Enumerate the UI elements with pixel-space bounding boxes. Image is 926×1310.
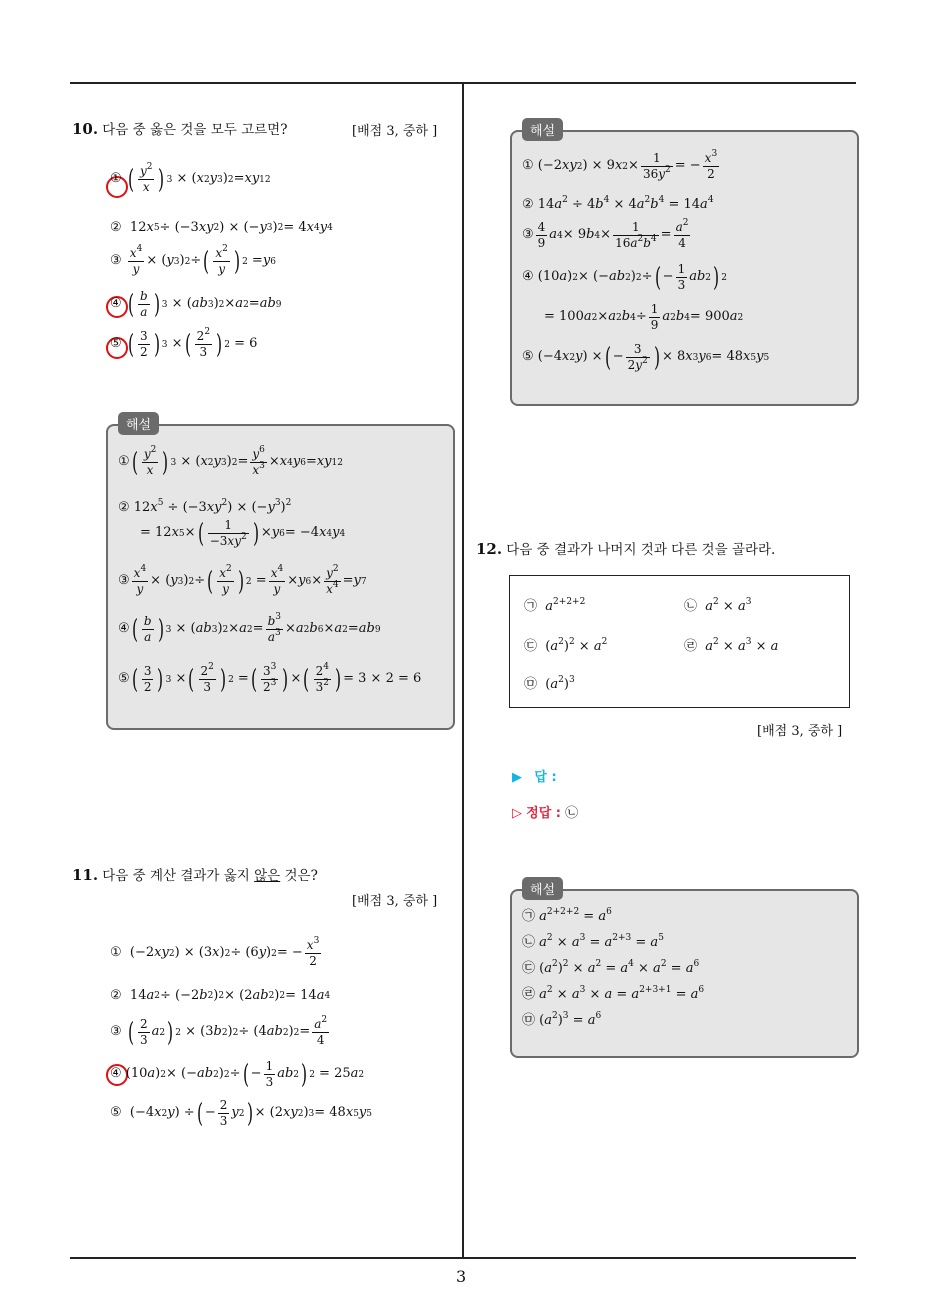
q12-points: [배점 3, 중하 ] bbox=[757, 724, 843, 739]
q11-header bbox=[72, 864, 318, 884]
q10-number: 10. bbox=[72, 120, 99, 138]
q12-header bbox=[476, 538, 775, 558]
q12-choice-4[interactable]: ㉣ $a^2 \times a^3 \times a$ bbox=[684, 637, 779, 654]
q11-sol-5: ⑤ (−4 x 2 y ) × ( − $\frac{3}{2y^2}$ ) × 8 x 3 y 6 = 48 x 5 y 5 bbox=[522, 342, 770, 373]
q12-correct-row bbox=[512, 802, 578, 822]
q10-sol-5: ⑤ ( $\frac{3}{2}$ ) 3 × ( $\frac{2^2}{3}$ ) 2 = ( $\frac{3^3}{2^3}$ ) × ( $\frac{2^4}{3^2}$ ) = 3 × 2 = 6 bbox=[118, 662, 422, 695]
q11-explanation-tag: 해설 bbox=[522, 118, 563, 141]
choice-mark: ㉠ bbox=[524, 599, 538, 614]
option-mark: ④ bbox=[110, 296, 122, 312]
correct-arrow-icon: ▷ bbox=[512, 806, 522, 821]
q12-number: 12. bbox=[476, 540, 503, 558]
q12-text: 다음 중 결과가 나머지 것과 다른 것을 골라라. bbox=[506, 542, 776, 558]
q12-choice-5[interactable]: ㉤ $(a^2)^3$ bbox=[524, 675, 575, 692]
column-divider bbox=[462, 84, 464, 1258]
q11-sol-4a: ④ (10 a ) 2 × (− ab 2 ) 2 ÷ ( − $\frac{1}{3}$ ab 2 ) 2 bbox=[522, 262, 727, 293]
q11-option-3[interactable]: ③ ( $\frac{2}{3}$ a 2 ) 2 × (3 b 2 ) 2 ÷ (4 ab 2 ) 2 = $\frac{a^2}{4}$ bbox=[110, 1015, 328, 1048]
q11-sol-1: ① (−2 xy 2 ) × 9 x 2 × $\frac{1}{36y^2}$ = − $\frac{x^3}{2}$ bbox=[522, 149, 718, 181]
q10-points: [배점 3, 중하 ] bbox=[352, 124, 438, 139]
page-number: 3 bbox=[456, 1267, 467, 1286]
q12-sol-2: ㉡ $a^2 \times a^3 = a^{2+3} = a^5$ bbox=[522, 933, 664, 950]
answer-label: 답 : bbox=[534, 770, 557, 785]
q12-sol-3: ㉢ $(a^2)^2 \times a^2 = a^4 \times a^2 = a^6$ bbox=[522, 959, 700, 976]
answer-arrow-icon: ▶ bbox=[512, 770, 522, 785]
q11-sol-2: ② $14a^2 \div 4b^4 \times 4a^2b^4 = 14a^4$ bbox=[522, 195, 714, 212]
bottom-rule bbox=[70, 1257, 856, 1259]
option-mark: ④ bbox=[110, 1066, 122, 1082]
choice-mark: ㉢ bbox=[524, 639, 538, 654]
choice-mark: ㉡ bbox=[684, 599, 698, 614]
q11-option-5[interactable]: ⑤ (−4 x 2 y ) ÷ ( − $\frac{2}{3}$ y 2 ) × (2 xy 2 ) 3 = 48 x 5 y 5 bbox=[110, 1098, 373, 1129]
q12-choice-3[interactable]: ㉢ $(a^2)^2 \times a^2$ bbox=[524, 637, 608, 654]
q10-option-3[interactable]: ③ $\frac{x^4}{y}$ × ( y 3 ) 2 ÷ ( $\frac{x^2}{y}$ ) 2 = y 6 bbox=[110, 244, 276, 277]
q11-points: [배점 3, 중하 ] bbox=[352, 894, 438, 909]
q12-sol-1: ㉠ $a^{2+2+2} = a^6$ bbox=[522, 907, 612, 924]
q10-sol-3: ③ $\frac{x^4}{y}$ × ( y 3 ) 2 ÷ ( $\frac{x^2}{y}$ ) 2 = $\frac{x^4}{y}$ × y 6 × $\frac{y^2}{x^4}$ = y 7 bbox=[118, 564, 367, 597]
option-mark: ② bbox=[110, 988, 122, 1003]
q11-text-b: 것은? bbox=[280, 868, 318, 884]
q10-explanation-tag: 해설 bbox=[118, 412, 159, 435]
q10-sol-2a: ② $12x^5 \div (-3xy^2) \times (-y^3)^2$ bbox=[118, 498, 292, 515]
q10-sol-1: ① ( $\frac{y^2}{x}$ ) 3 × ( x 2 y 3 ) 2 = $\frac{y^6}{x^3}$ × x 4 y 6 = xy 12 bbox=[118, 445, 343, 478]
q10-sol-4: ④ ( $\frac{b}{a}$ ) 3 × ( ab 3 ) 2 × a 2 = $\frac{b^3}{a^3}$ × a 2 b 6 × a 2 = ab 9 bbox=[118, 612, 381, 645]
q12-choice-1[interactable]: ㉠ $a^{2+2+2}$ bbox=[524, 597, 586, 614]
q10-option-2[interactable]: ② 12 x 5 ÷ (−3 xy 2 ) × (− y 3 ) 2 = 4 x 4 y 4 bbox=[110, 220, 333, 235]
option-mark: ② bbox=[110, 220, 122, 235]
choice-mark: ㉤ bbox=[524, 677, 538, 692]
q11-text-underlined: 않은 bbox=[254, 868, 281, 884]
q12-sol-5: ㉤ $(a^2)^3 = a^6$ bbox=[522, 1011, 602, 1028]
option-mark: ③ bbox=[110, 1024, 122, 1040]
q10-option-1[interactable]: ① ( $\frac{y^2}{x}$ ) 3 × ( x 2 y 3 ) 2 = xy 12 bbox=[110, 162, 271, 195]
q11-option-2[interactable]: ② 14 a 2 ÷ (−2 b 2 ) 2 × (2 ab 2 ) 2 = 14 a 4 bbox=[110, 988, 331, 1003]
q10-option-5[interactable]: ⑤ ( $\frac{3}{2}$ ) 3 × ( $\frac{2^2}{3}$ ) 2 = 6 bbox=[110, 327, 258, 360]
correct-value: ㉡ bbox=[565, 806, 579, 821]
correct-label: 정답 : bbox=[526, 806, 561, 821]
option-mark: ⑤ bbox=[110, 336, 122, 352]
q11-option-1[interactable]: ① (−2 xy 2 ) × (3 x ) 2 ÷ (6 y ) 2 = − $\frac{x^3}{2}$ bbox=[110, 936, 320, 968]
q12-explanation-tag: 해설 bbox=[522, 877, 563, 900]
q11-sol-3: ③ $\frac{4}{9}$ a 4 × 9 b 4 × $\frac{1}{16a^2b^4}$ = $\frac{a^2}{4}$ bbox=[522, 218, 689, 250]
q11-sol-4b: = 100 a 2 × a 2 b 4 ÷ $\frac{1}{9}$ a 2 b 4 = 900 a 2 bbox=[544, 302, 744, 332]
q12-choice-2[interactable]: ㉡ $a^2 \times a^3$ bbox=[684, 597, 752, 614]
q11-text-a: 다음 중 계산 결과가 옳지 bbox=[102, 868, 255, 884]
q11-number: 11. bbox=[72, 866, 99, 884]
q10-option-4[interactable]: ④ ( $\frac{b}{a}$ ) 3 × ( ab 3 ) 2 × a 2 = ab 9 bbox=[110, 289, 282, 320]
q12-answer-row[interactable] bbox=[512, 766, 557, 785]
q10-sol-2b: = 12 x 5 × ( $\frac{1}{-3xy^2}$ ) × y 6 = −4 x 4 y 4 bbox=[140, 518, 346, 549]
option-mark: ① bbox=[110, 171, 122, 187]
option-mark: ① bbox=[110, 945, 122, 961]
q10-text: 다음 중 옳은 것을 모두 고르면? bbox=[102, 122, 288, 138]
option-mark: ⑤ bbox=[110, 1105, 122, 1121]
q12-sol-4: ㉣ $a^2 \times a^3 \times a = a^{2+3+1} = a^6$ bbox=[522, 985, 705, 1002]
choice-mark: ㉣ bbox=[684, 639, 698, 654]
q10-header bbox=[72, 118, 287, 138]
option-mark: ③ bbox=[110, 253, 122, 269]
q11-option-4[interactable]: ④ (10 a ) 2 × (− ab 2 ) 2 ÷ ( − $\frac{1}{3}$ ab 2 ) 2 = 25 a 2 bbox=[110, 1059, 365, 1090]
